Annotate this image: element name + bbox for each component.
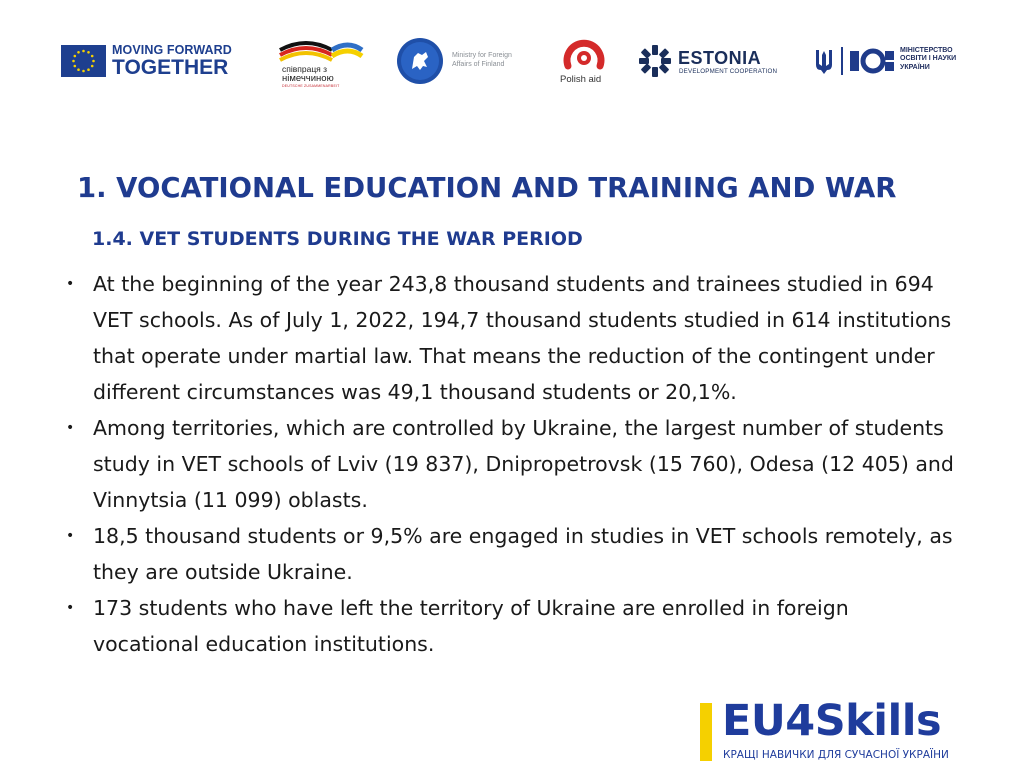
bullet-dot-icon: •	[66, 600, 75, 616]
eu4skills-brand: EU4Skills	[722, 696, 942, 746]
german-logo-line3: DEUTSCHE ZUSAMMENARBEIT	[282, 84, 340, 88]
ukraine-logo-line1: МІНІСТЕРСТВО	[900, 47, 953, 54]
eu-logo-line2: TOGETHER	[112, 56, 229, 80]
eu-logo	[61, 44, 232, 78]
estonia-logo-line2: DEVELOPMENT COOPERATION	[679, 68, 778, 75]
eu-flag-icon	[61, 45, 106, 77]
bullet-text: At the beginning of the year 243,8 thousand students and trainees studied in 694 VET schools. As of July 1, 2022, 194,7 thousand students studied in 614 institutions that operate under martial law. That means the reduction of the contingent under different circumstances was 49,1 thousand students or 20,1%.	[93, 272, 952, 404]
bullet-list	[60, 266, 960, 662]
bullet-item	[60, 266, 960, 410]
german-logo-line2: німеччиною	[282, 73, 334, 84]
bullet-text: Among territories, which are controlled by Ukraine, the largest number of students study in VET schools of Lviv (19 837), Dnipropetrovsk (15 760), Odesa (12 405) and Vinnytsia (11 099) oblasts.	[93, 416, 954, 512]
estonia-cooperation-logo	[638, 44, 788, 80]
slide-subtitle: 1.4. VET STUDENTS DURING THE WAR PERIOD	[92, 228, 583, 250]
german-cooperation-logo	[276, 36, 366, 88]
polish-aid-logo	[558, 36, 610, 88]
bullet-dot-icon: •	[66, 276, 75, 292]
bullet-text: 18,5 thousand students or 9,5% are engaged in studies in VET schools remotely, as they are outside Ukraine.	[93, 524, 953, 584]
estonia-star-mark-icon	[638, 44, 672, 78]
german-ukraine-swoosh-icon	[276, 36, 366, 66]
ukraine-mon-mark-icon	[849, 48, 895, 74]
bullet-item	[60, 410, 960, 518]
estonia-logo-line1: ESTONIA	[678, 48, 762, 68]
eu4skills-yellow-bar	[700, 703, 712, 761]
finland-logo-line1: Ministry for Foreign	[452, 52, 512, 59]
eu4skills-logo	[700, 696, 1000, 766]
ukraine-logo-line2: ОСВІТИ І НАУКИ	[900, 55, 957, 63]
eu-logo-line1: MOVING FORWARD	[112, 42, 232, 57]
bullet-item	[60, 590, 960, 662]
bullet-dot-icon: •	[66, 528, 75, 544]
polish-aid-text: Polish aid	[560, 74, 602, 85]
bullet-item	[60, 518, 960, 590]
german-logo-line1: співпраця з	[282, 64, 328, 74]
ukraine-trident-icon	[814, 47, 834, 75]
ukraine-logo-line3: УКРАЇНИ	[900, 63, 930, 71]
bullet-dot-icon: •	[66, 420, 75, 436]
eu4skills-tagline: КРАЩІ НАВИЧКИ ДЛЯ СУЧАСНОЇ УКРАЇНИ	[723, 749, 949, 761]
ukraine-logo-divider	[841, 47, 843, 75]
finland-logo-line2: Affairs of Finland	[452, 61, 505, 68]
finland-ministry-logo	[396, 37, 536, 87]
slide-title: 1. VOCATIONAL EDUCATION AND TRAINING AND WAR	[77, 172, 897, 204]
finland-lion-emblem-icon	[396, 37, 444, 85]
polish-aid-mark-icon	[563, 36, 605, 72]
bullet-text: 173 students who have left the territory of Ukraine are enrolled in foreign vocational education institutions.	[93, 596, 849, 656]
partner-logos-strip	[0, 0, 1024, 100]
ukraine-ministry-logo	[814, 43, 974, 79]
